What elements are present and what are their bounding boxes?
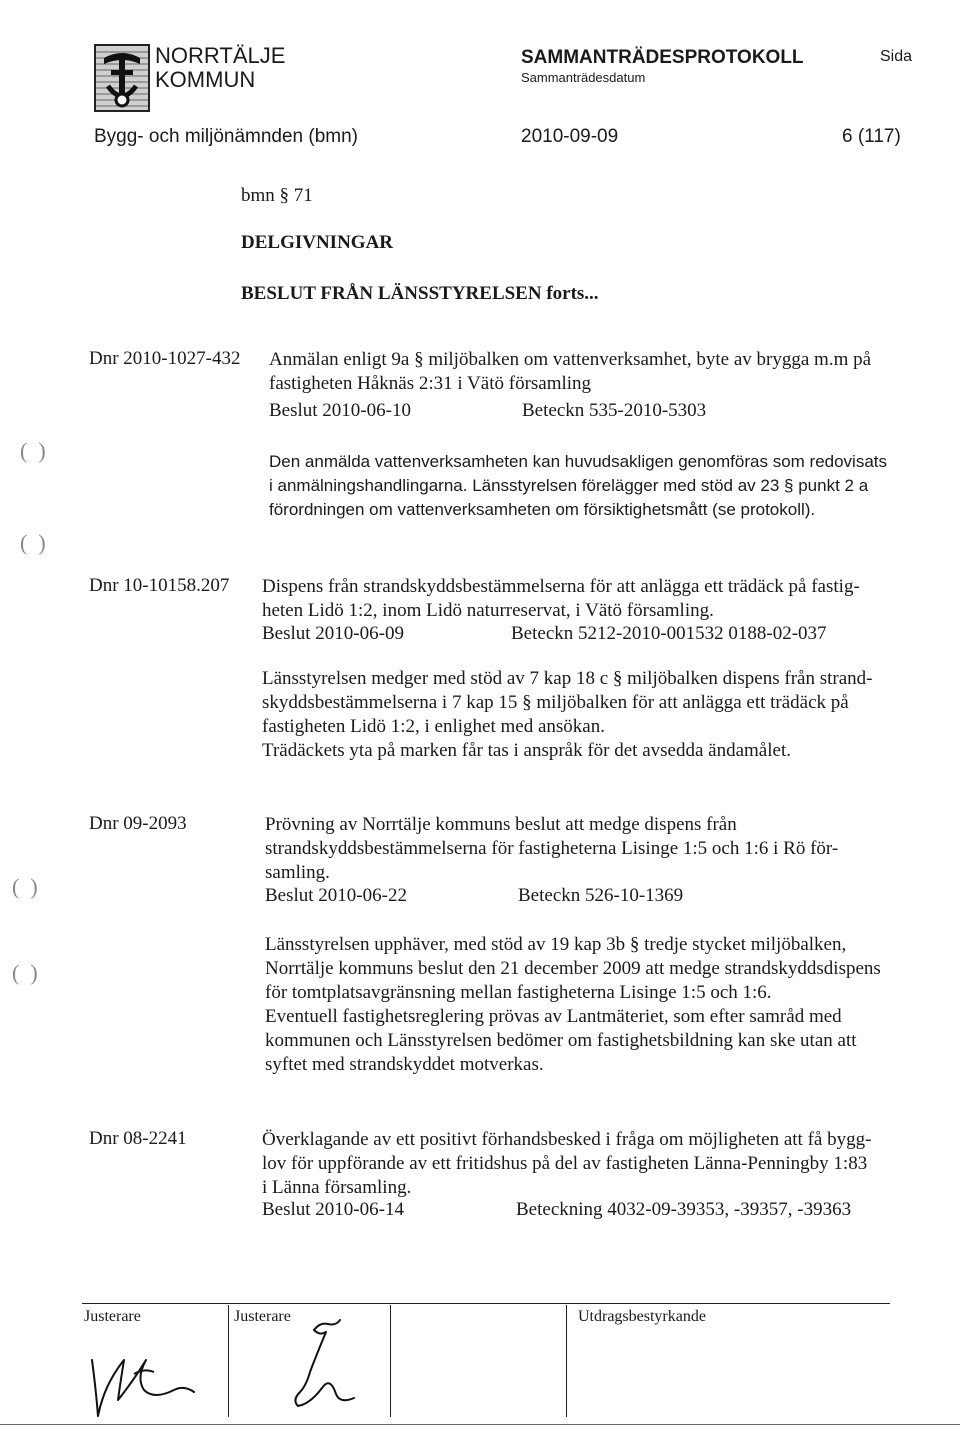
org-name-line2: KOMMUN (155, 67, 256, 92)
crest-icon (94, 44, 150, 112)
entry-body (269, 450, 949, 522)
punch-hole-mark: ( ) (20, 438, 46, 463)
utdragsbestyrkande-label: Utdragsbestyrkande (578, 1308, 706, 1325)
entry-body (265, 933, 945, 1077)
entry-beteckn: Beteckn 535-2010-5303 (522, 400, 707, 421)
signature-2 (270, 1316, 370, 1421)
entry-beteckn: Beteckn 526-10-1369 (518, 885, 684, 906)
entry-body-line: fastigheten Lidö 1:2, i enlighet med ansökan. (262, 716, 605, 737)
entry-body (262, 667, 942, 763)
doc-subtitle: Sammanträdesdatum (521, 70, 646, 85)
paragraph-number: bmn § 71 (241, 185, 313, 206)
handwritten-signature-icon (84, 1330, 214, 1420)
footer-divider (566, 1305, 567, 1417)
entry-heading-line: Överklagande av ett positivt förhandsbesked i fråga om möjligheten att få bygg- (262, 1129, 872, 1150)
org-name (155, 44, 285, 92)
entry-body-line: syftet med strandskyddet motverkas. (265, 1054, 544, 1075)
entry-heading-line: Dispens från strandskyddsbestämmelserna för att anlägga ett trädäck på fastig- (262, 576, 860, 597)
signature-1 (84, 1330, 214, 1425)
section-subtitle: BESLUT FRÅN LÄNSSTYRELSEN forts... (241, 283, 599, 304)
entry-body-line: för tomtplatsavgränsning mellan fastigheterna Lisinge 1:5 och 1:6. (265, 982, 772, 1003)
entry-heading-line: fastigheten Håknäs 2:31 i Vätö församling (269, 373, 592, 394)
entry-body-line: Länsstyrelsen medger med stöd av 7 kap 18 c § miljöbalken dispens från strand- (262, 668, 873, 689)
entry-beteckn: Beteckn 5212-2010-001532 0188-02-037 (511, 623, 827, 644)
entry-heading (262, 1128, 942, 1200)
entry-body-line: kommunen och Länsstyrelsen bedömer om fastighetsbildning kan ske utan att (265, 1030, 857, 1051)
entry-heading-line: lov för uppförande av ett fritidshus på del av fastigheten Länna-Penningby 1:83 (262, 1153, 868, 1174)
justerare-label: Justerare (84, 1308, 141, 1325)
entry-body-line: Trädäckets yta på marken får tas i anspråk för det avsedda ändamålet. (262, 740, 791, 761)
entry-beteckn: Beteckning 4032-09-39353, -39357, -39363 (516, 1199, 852, 1220)
page-number: 6 (117) (842, 126, 901, 147)
entry-heading (269, 348, 949, 396)
entry-body-line: Norrtälje kommuns beslut den 21 december 2009 att medge strandskyddsdispens (265, 958, 881, 979)
entry-heading-line: samling. (265, 862, 330, 883)
justerare-label: Justerare (234, 1308, 291, 1325)
entry-dnr: Dnr 10-10158.207 (89, 575, 230, 596)
meeting-date: 2010-09-09 (521, 126, 619, 147)
entry-dnr: Dnr 08-2241 (89, 1128, 187, 1149)
entry-heading-line: Anmälan enligt 9a § miljöbalken om vattenverksamhet, byte av brygga m.m på (269, 349, 872, 370)
entry-beslut: Beslut 2010-06-14 (262, 1199, 404, 1220)
entry-body-line: skyddsbestämmelserna i 7 kap 15 § miljöbalken för att anlägga ett trädäck på (262, 692, 849, 713)
entry-body-line: i anmälningshandlingarna. Länsstyrelsen förelägger med stöd av 23 § punkt 2 a (269, 476, 869, 495)
page-label: Sida (880, 48, 913, 65)
org-name-line1: NORRTÄLJE (155, 43, 286, 68)
punch-hole-mark: ( ) (12, 960, 38, 985)
entry-heading-line: Prövning av Norrtälje kommuns beslut att medge dispens från (265, 814, 737, 835)
entry-heading (265, 813, 945, 885)
entry-body-line: Eventuell fastighetsreglering prövas av Lantmäteriet, som efter samråd med (265, 1006, 842, 1027)
footer-top-rule (82, 1303, 890, 1304)
handwritten-signature-icon (270, 1316, 370, 1416)
entry-body-line: Den anmälda vattenverksamheten kan huvudsakligen genomföras som redovisats (269, 452, 888, 471)
footer-divider (228, 1305, 229, 1417)
section-title: DELGIVNINGAR (241, 232, 394, 253)
entry-body-line: förordningen om vattenverksamheten om försiktighetsmått (se protokoll). (269, 500, 816, 519)
entry-heading-line: heten Lidö 1:2, inom Lidö naturreservat, i Vätö församling. (262, 600, 714, 621)
entry-heading-line: strandskyddsbestämmelserna för fastigheterna Lisinge 1:5 och 1:6 i Rö för- (265, 838, 839, 859)
entry-heading-line: i Länna församling. (262, 1177, 412, 1198)
entry-body-line: Länsstyrelsen upphäver, med stöd av 19 kap 3b § tredje stycket miljöbalken, (265, 934, 847, 955)
entry-dnr: Dnr 09-2093 (89, 813, 187, 834)
punch-hole-mark: ( ) (12, 874, 38, 899)
entry-beslut: Beslut 2010-06-22 (265, 885, 407, 906)
board-name: Bygg- och miljönämnden (bmn) (94, 126, 359, 147)
entry-heading (262, 575, 942, 623)
entry-dnr: Dnr 2010-1027-432 (89, 348, 241, 369)
footer-divider (390, 1305, 391, 1417)
municipality-logo (94, 44, 150, 112)
doc-type: SAMMANTRÄDESPROTOKOLL (521, 47, 804, 68)
punch-hole-mark: ( ) (20, 530, 46, 555)
entry-beslut: Beslut 2010-06-10 (269, 400, 411, 421)
entry-beslut: Beslut 2010-06-09 (262, 623, 404, 644)
